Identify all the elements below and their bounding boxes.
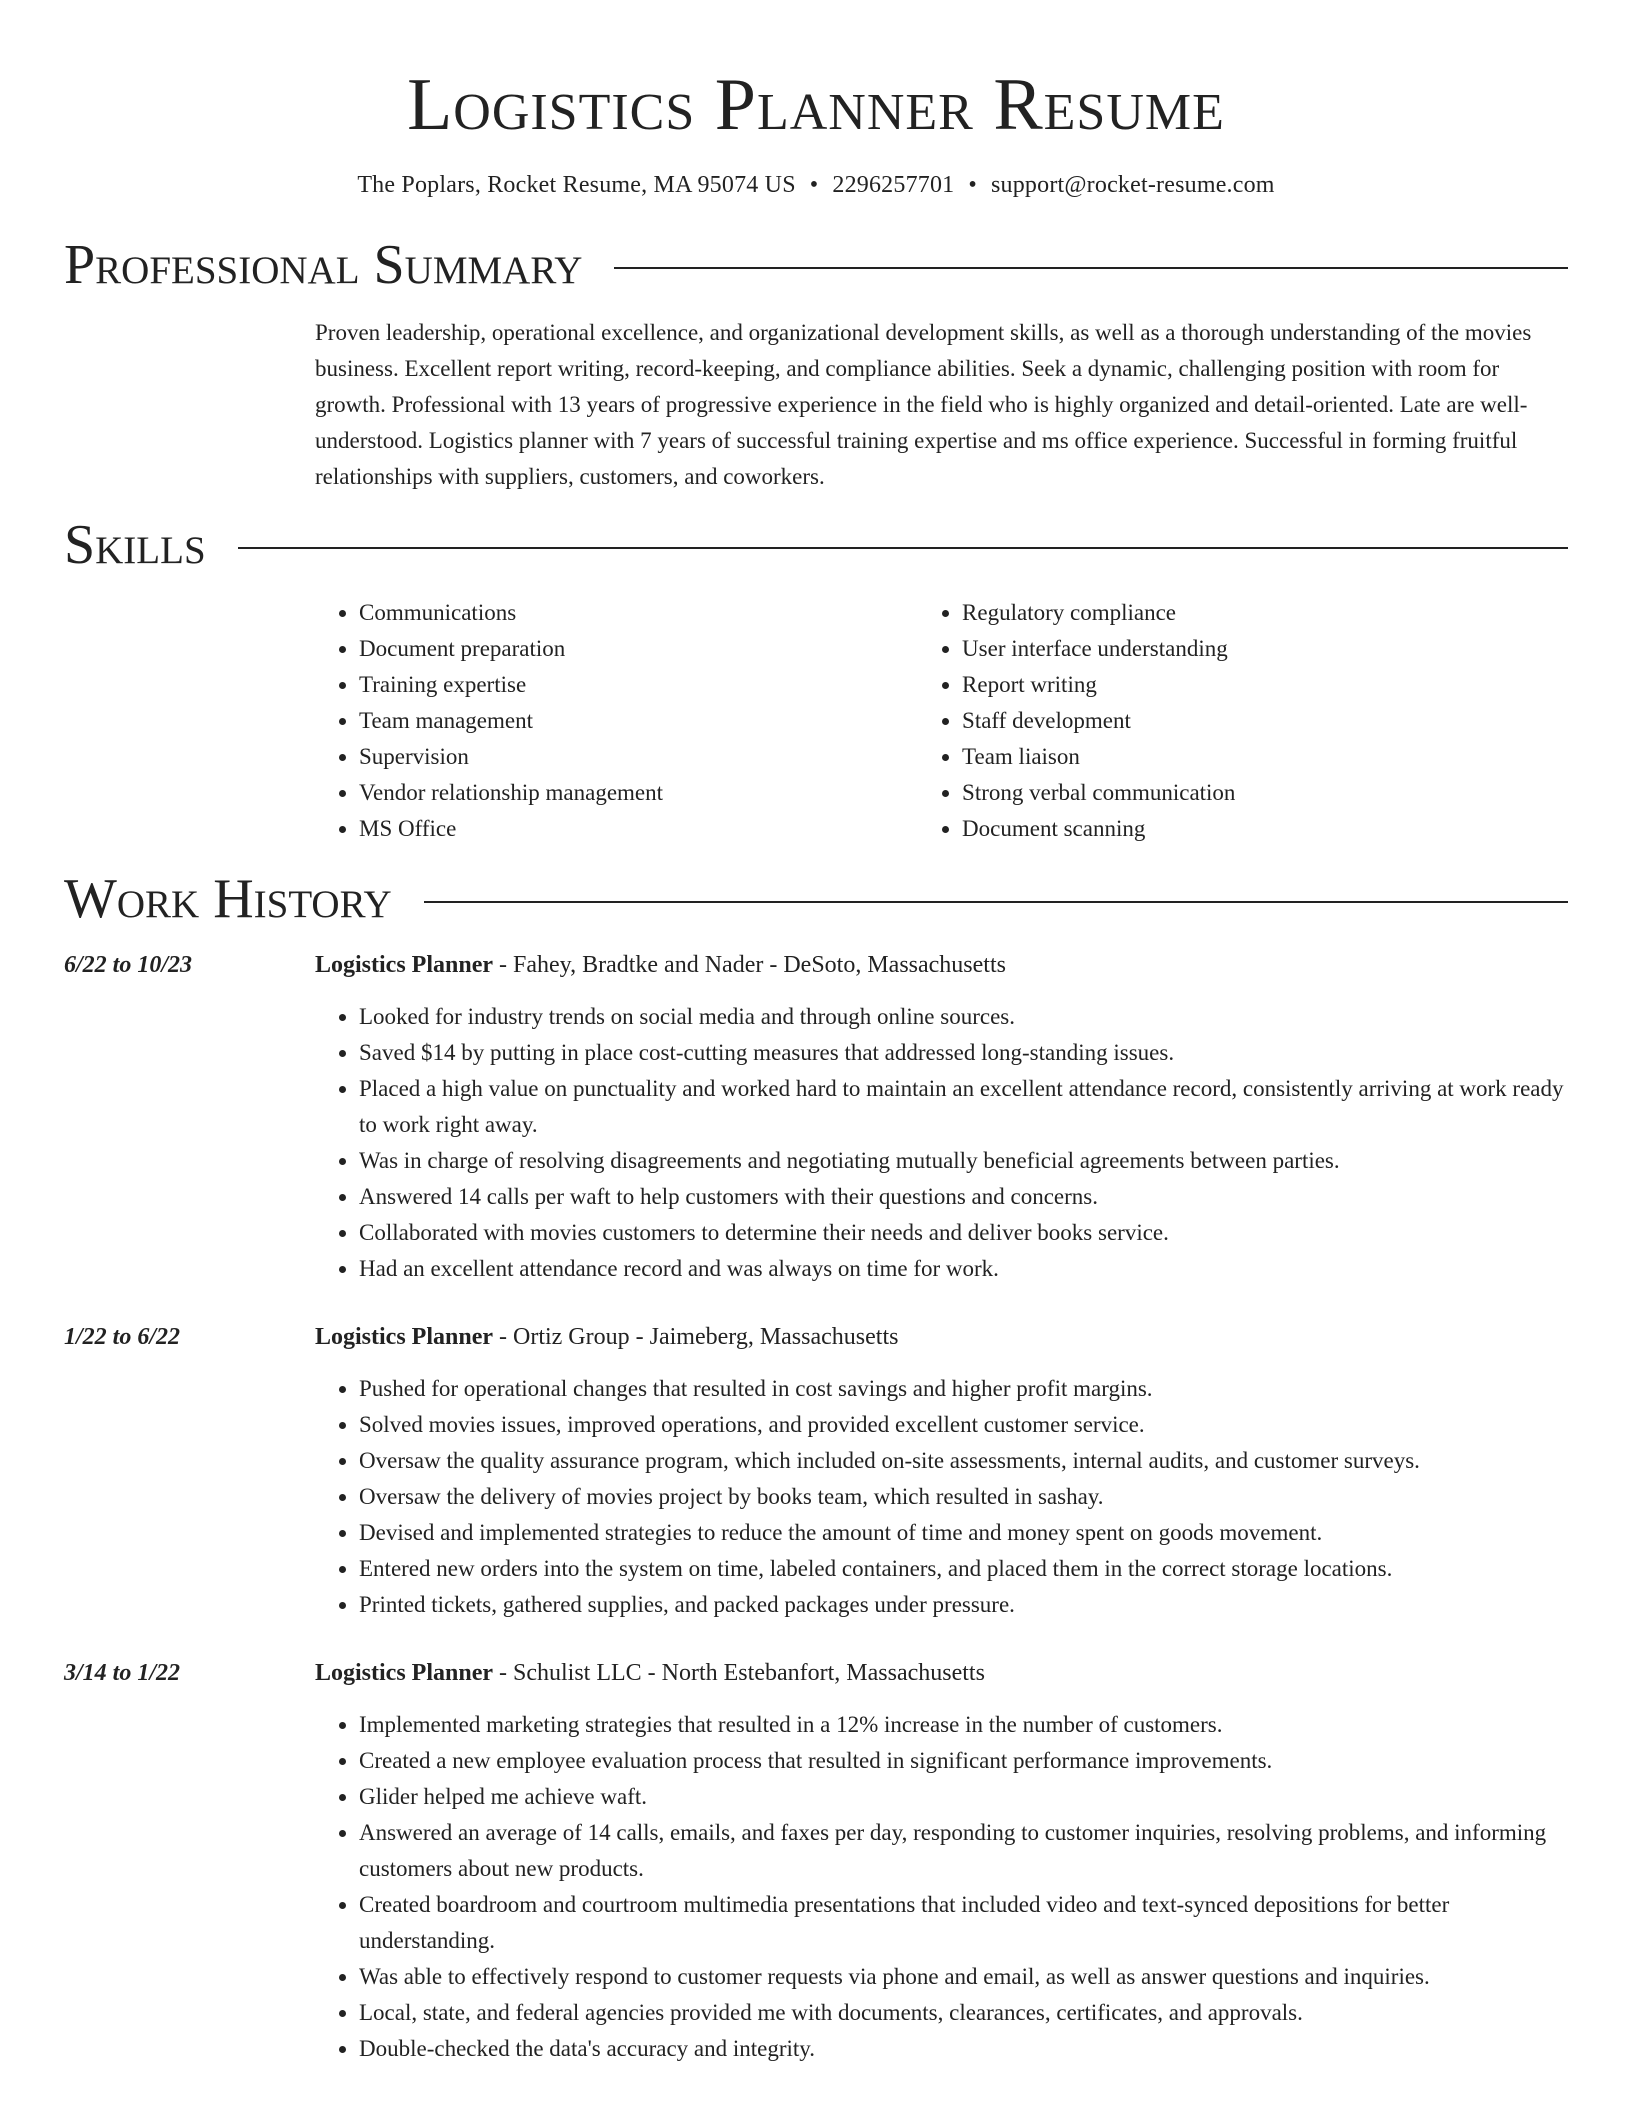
job-title-line [315, 1655, 1568, 1691]
summary-section-header [64, 233, 1568, 297]
skill-item: • Training expertise [359, 667, 918, 703]
job-bullet: • Collaborated with movies customers to determine their needs and deliver books service. [359, 1215, 1568, 1251]
job-bullet: • Created boardroom and courtroom multimedia presentations that included video and text-synced depositions for better understanding. [359, 1887, 1568, 1959]
skill-item: • Staff development [962, 703, 1568, 739]
resume-title: Logistics Planner Resume [407, 64, 1225, 146]
job-bullet: • Had an excellent attendance record and was always on time for work. [359, 1251, 1568, 1287]
skill-item: • Supervision [359, 739, 918, 775]
job-bullet: • Was in charge of resolving disagreements and negotiating mutually beneficial agreements between parties. [359, 1143, 1568, 1179]
job-bullet: • Printed tickets, gathered supplies, and packed packages under pressure. [359, 1587, 1568, 1623]
job-employer: - Fahey, Bradtke and Nader - DeSoto, Massachusetts [493, 952, 1006, 978]
skill-item: • Team management [359, 703, 918, 739]
job-title-line [315, 947, 1568, 983]
job-title-line [315, 1319, 1568, 1355]
skills-column-right [918, 595, 1568, 847]
job-bullets [315, 1371, 1568, 1623]
job-entry [64, 1319, 1568, 1623]
contact-address: The Poplars, Rocket Resume, MA 95074 US [357, 172, 796, 198]
job-bullet: • Implemented marketing strategies that resulted in a 12% increase in the number of customers. [359, 1707, 1568, 1743]
job-title: Logistics Planner [315, 1660, 493, 1686]
job-bullet: • Double-checked the data's accuracy and integrity. [359, 2031, 1568, 2067]
job-bullet: • Saved $14 by putting in place cost-cutting measures that addressed long-standing issues. [359, 1035, 1568, 1071]
job-entry [64, 947, 1568, 1287]
work-heading: Work History [64, 868, 392, 930]
contact-separator: • [809, 172, 819, 198]
resume-page [64, 0, 1568, 2067]
skill-item: • Regulatory compliance [962, 595, 1568, 631]
skill-item: • Report writing [962, 667, 1568, 703]
job-body [315, 1655, 1568, 2067]
job-bullet: • Pushed for operational changes that resulted in cost savings and higher profit margins. [359, 1371, 1568, 1407]
skill-item: • Document scanning [962, 811, 1568, 847]
contact-separator: • [968, 172, 977, 198]
skill-item: • Document preparation [359, 631, 918, 667]
summary-heading: Professional Summary [64, 234, 583, 296]
summary-text: Proven leadership, operational excellence, and organizational development skills, as well as a thorough understanding of the movies business. Excellent report writing, record-keeping, and compliance abilities. Seek a dynamic, challenging position with room for growth. Professional with 13 years of progressive experience in the field who is highly organized and detail-oriented. Late are well-understood. Logistics planner with 7 years of successful training expertise and ms office experience. Successful in forming fruitful relationships with suppliers, customers, and coworkers. [315, 320, 1532, 489]
skill-item: • Vendor relationship management [359, 775, 918, 811]
section-divider [424, 901, 1568, 903]
job-title: Logistics Planner [315, 1324, 493, 1350]
skill-item: • Strong verbal communication [962, 775, 1568, 811]
job-bullet: • Oversaw the delivery of movies project by books team, which resulted in sashay. [359, 1479, 1568, 1515]
job-bullet: • Was able to effectively respond to customer requests via phone and email, as well as answer questions and inquiries. [359, 1959, 1568, 1995]
job-body [315, 947, 1568, 1287]
job-bullet: • Devised and implemented strategies to reduce the amount of time and money spent on goods movement. [359, 1515, 1568, 1551]
job-dates: 1/22 to 6/22 [64, 1324, 181, 1350]
contact-line [64, 170, 1568, 200]
section-divider [238, 547, 1568, 549]
skill-item: • Team liaison [962, 739, 1568, 775]
job-bullet: • Placed a high value on punctuality and worked hard to maintain an excellent attendance record, consistently arriving at work ready to work right away. [359, 1071, 1568, 1143]
job-bullet: • Answered an average of 14 calls, emails, and faxes per day, responding to customer inquiries, resolving problems, and informing customers about new products. [359, 1815, 1568, 1887]
job-title: Logistics Planner [315, 952, 493, 978]
work-section-header [64, 867, 1568, 931]
job-bullet: • Entered new orders into the system on time, labeled containers, and placed them in the correct storage locations. [359, 1551, 1568, 1587]
job-bullet: • Looked for industry trends on social media and through online sources. [359, 999, 1568, 1035]
contact-phone: 2296257701 [832, 172, 955, 198]
job-bullets [315, 999, 1568, 1287]
skill-item: • User interface understanding [962, 631, 1568, 667]
skills-list [315, 595, 1568, 847]
job-employer: - Schulist LLC - North Estebanfort, Massachusetts [493, 1660, 985, 1686]
section-divider [614, 267, 1568, 269]
job-bullet: • Oversaw the quality assurance program, which included on-site assessments, internal audits, and customer surveys. [359, 1443, 1568, 1479]
skills-column-left [315, 595, 918, 847]
skill-item: • Communications [359, 595, 918, 631]
job-employer: - Ortiz Group - Jaimeberg, Massachusetts [493, 1324, 899, 1350]
job-bullet: • Local, state, and federal agencies provided me with documents, clearances, certificates, and approvals. [359, 1995, 1568, 2031]
job-bullet: • Created a new employee evaluation process that resulted in significant performance improvements. [359, 1743, 1568, 1779]
skills-section-header [64, 513, 1568, 577]
contact-email[interactable]: support@rocket-resume.com [990, 172, 1275, 198]
skill-item: • MS Office [359, 811, 918, 847]
job-entry [64, 1655, 1568, 2067]
job-bullet: • Answered 14 calls per waft to help customers with their questions and concerns. [359, 1179, 1568, 1215]
skills-heading: Skills [64, 514, 206, 576]
job-body [315, 1319, 1568, 1623]
job-dates: 3/14 to 1/22 [64, 1660, 181, 1686]
job-dates: 6/22 to 10/23 [64, 952, 193, 978]
job-bullet: • Solved movies issues, improved operations, and provided excellent customer service. [359, 1407, 1568, 1443]
job-bullet: • Glider helped me achieve waft. [359, 1779, 1568, 1815]
job-bullets [315, 1707, 1568, 2067]
